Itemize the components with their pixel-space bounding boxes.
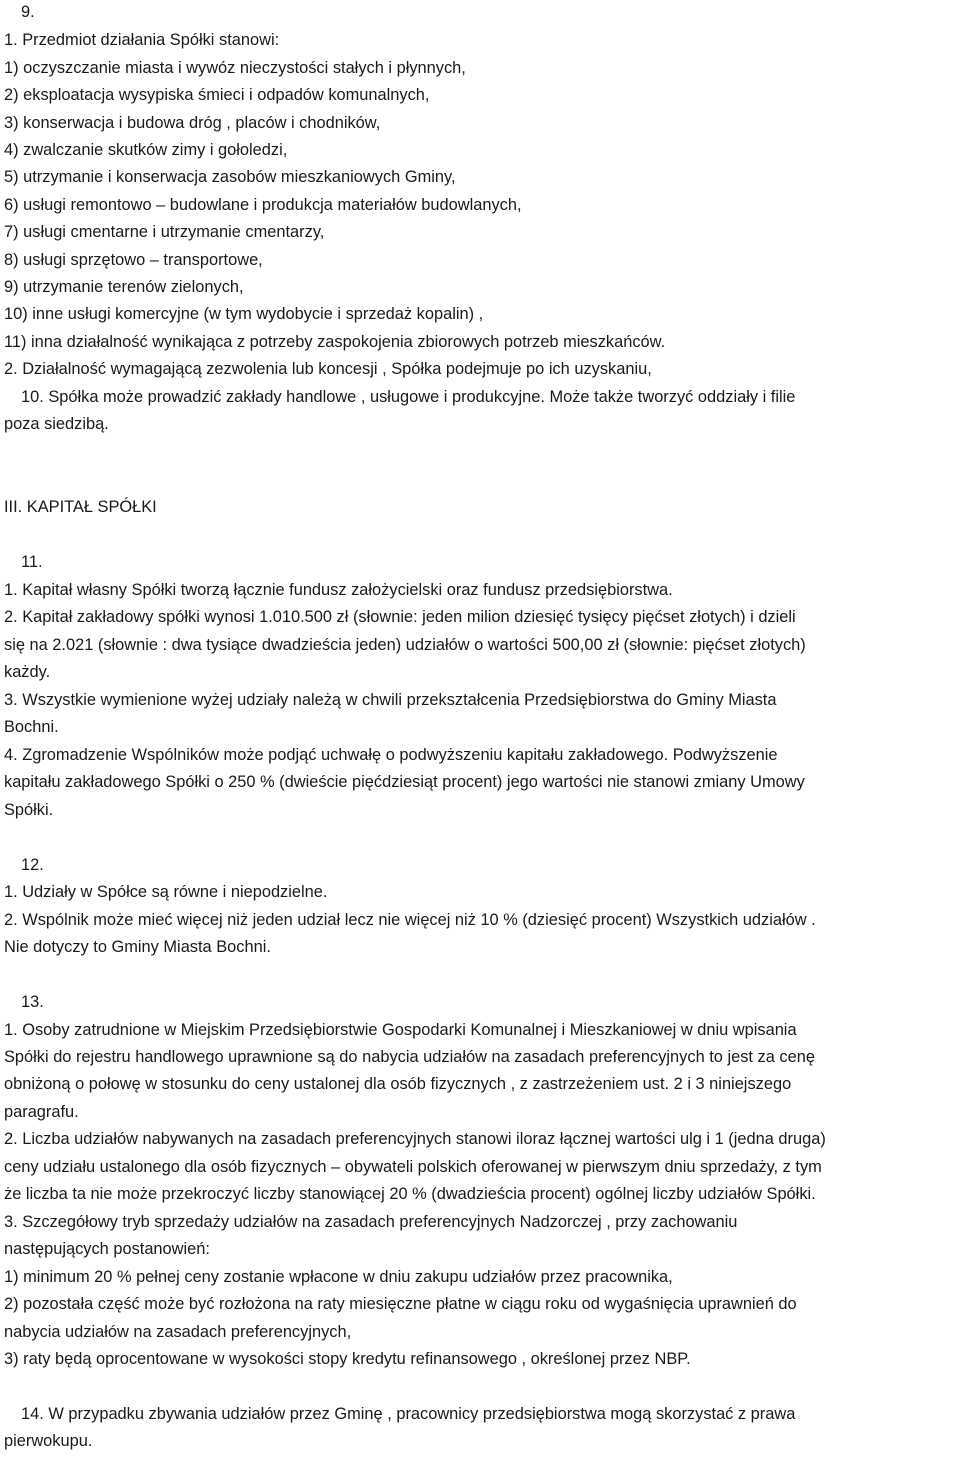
list-item: 2) pozostała część może być rozłożona na raty miesięczne płatne w ciągu roku od wygaśnięcia uprawnień do (4, 1295, 797, 1313)
paragraph-line: 14. W przypadku zbywania udziałów przez Gminę , pracownicy przedsiębiorstwa mogą skorzystać z prawa (21, 1405, 796, 1423)
list-item: 9) utrzymanie terenów zielonych, (4, 278, 244, 296)
list-item: 3) konserwacja i budowa dróg , placów i chodników, (4, 114, 381, 132)
list-item: 6) usługi remontowo – budowlane i produkcja materiałów budowlanych, (4, 196, 522, 214)
list-item: 7) usługi cmentarne i utrzymanie cmentarzy, (4, 223, 325, 241)
paragraph-line: obniżoną o połowę w stosunku do ceny ustalonej dla osób fizycznych , z zastrzeżeniem ust. 2 i 3 niniejszego (4, 1075, 792, 1093)
paragraph-line: ceny udziału ustalonego dla osób fizycznych – obywateli polskich oferowanej w pierwszym dniu sprzedaży, z tym (4, 1158, 822, 1176)
list-item: 1) minimum 20 % pełnej ceny zostanie wpłacone w dniu zakupu udziałów przez pracownika, (4, 1268, 673, 1286)
list-item: 3) raty będą oprocentowane w wysokości stopy kredytu refinansowego , określonej przez NBP. (4, 1350, 691, 1368)
paragraph-line: 1. Kapitał własny Spółki tworzą łącznie fundusz założycielski oraz fundusz przedsiębiorstwa. (4, 581, 673, 599)
paragraph-line: 1. Udziały w Spółce są równe i niepodzielne. (4, 883, 328, 901)
paragraph-line: 3. Wszystkie wymienione wyżej udziały należą w chwili przekształcenia Przedsiębiorstwa do Gminy Miasta (4, 691, 777, 709)
paragraph-line: się na 2.021 (słownie : dwa tysiące dwadzieścia jeden) udziałów o wartości 500,00 zł (słownie: pięćset złotych) (4, 636, 806, 654)
paragraph-line: 3. Szczegółowy tryb sprzedaży udziałów na zasadach preferencyjnych Nadzorczej , przy zachowaniu (4, 1213, 738, 1231)
section-number: 11. (21, 553, 43, 571)
paragraph-line: 2. Działalność wymagającą zezwolenia lub koncesji , Spółka podejmuje po ich uzyskaniu, (4, 360, 652, 378)
paragraph-line: paragrafu. (4, 1103, 79, 1121)
paragraph-line: następujących postanowień: (4, 1240, 210, 1258)
paragraph-line: każdy. (4, 663, 51, 681)
section-number: 9. (21, 3, 35, 21)
paragraph-line: Nie dotyczy to Gminy Miasta Bochni. (4, 938, 271, 956)
list-item: 2) eksploatacja wysypiska śmieci i odpadów komunalnych, (4, 86, 430, 104)
paragraph-line: Spółki do rejestru handlowego uprawnione są do nabycia udziałów na zasadach preferencyjnych to jest za cenę (4, 1048, 815, 1066)
list-item: 1) oczyszczanie miasta i wywóz nieczystości stałych i płynnych, (4, 59, 466, 77)
paragraph-line: 2. Liczba udziałów nabywanych na zasadach preferencyjnych stanowi iloraz łącznej wartości ulg i 1 (jedna druga) (4, 1130, 826, 1148)
paragraph-line: 10. Spółka może prowadzić zakłady handlowe , usługowe i produkcyjne. Może także tworzyć oddziały i filie (21, 388, 796, 406)
paragraph-line: 2. Kapitał zakładowy spółki wynosi 1.010.500 zł (słownie: jeden milion dziesięć tysięcy pięćset złotych) i dzieli (4, 608, 796, 626)
list-item: nabycia udziałów na zasadach preferencyjnych, (4, 1323, 352, 1341)
paragraph-line: kapitału zakładowego Spółki o 250 % (dwieście pięćdziesiąt procent) jego wartości nie stanowi zmiany Umowy (4, 773, 805, 791)
section-number: 13. (21, 993, 44, 1011)
paragraph-line: pierwokupu. (4, 1432, 93, 1450)
list-item: 11) inna działalność wynikająca z potrzeby zaspokojenia zbiorowych potrzeb mieszkańców. (4, 333, 666, 351)
paragraph-line: Spółki. (4, 801, 54, 819)
list-item: 5) utrzymanie i konserwacja zasobów mieszkaniowych Gminy, (4, 168, 456, 186)
paragraph-line: 4. Zgromadzenie Wspólników może podjąć uchwałę o podwyższeniu kapitału zakładowego. Podwyższenie (4, 746, 778, 764)
chapter-heading: III. KAPITAŁ SPÓŁKI (4, 498, 157, 516)
paragraph-line: Bochni. (4, 718, 59, 736)
paragraph-line: że liczba ta nie może przekroczyć liczby stanowiącej 20 % (dwadzieścia procent) ogólnej liczby udziałów Spółki. (4, 1185, 816, 1203)
section-number: 12. (21, 856, 44, 874)
paragraph-line: 2. Wspólnik może mieć więcej niż jeden udział lecz nie więcej niż 10 % (dziesięć procent) Wszystkich udziałów . (4, 911, 816, 929)
paragraph-line: 1. Przedmiot działania Spółki stanowi: (4, 31, 280, 49)
paragraph-line: 1. Osoby zatrudnione w Miejskim Przedsiębiorstwie Gospodarki Komunalnej i Mieszkaniowej w dniu wpisania (4, 1021, 797, 1039)
list-item: 8) usługi sprzętowo – transportowe, (4, 251, 263, 269)
list-item: 4) zwalczanie skutków zimy i gołoledzi, (4, 141, 288, 159)
paragraph-line: poza siedzibą. (4, 415, 109, 433)
list-item: 10) inne usługi komercyjne (w tym wydobycie i sprzedaż kopalin) , (4, 305, 484, 323)
